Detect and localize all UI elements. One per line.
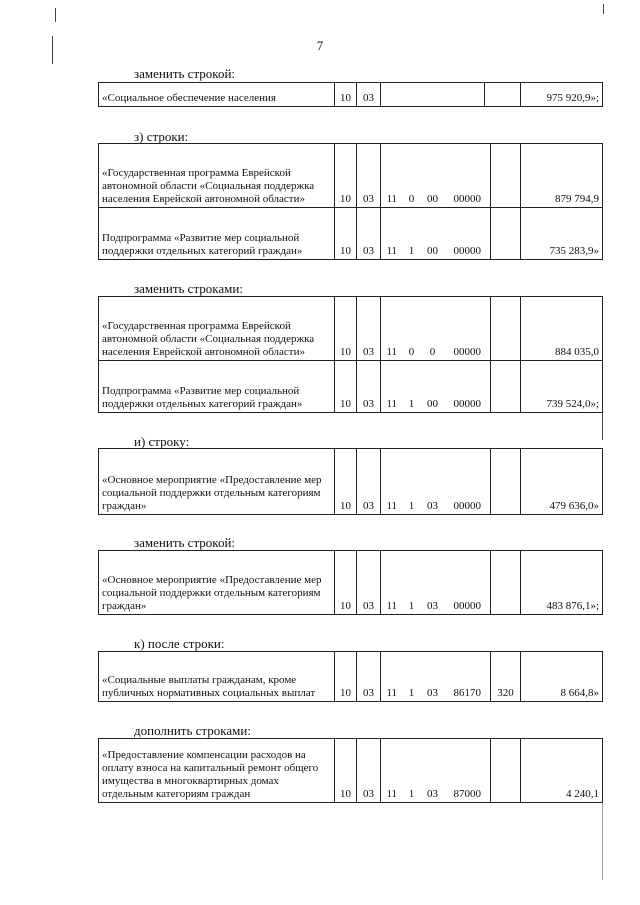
- row-g: 11: [381, 361, 403, 413]
- row-g: 11: [381, 551, 403, 615]
- row-name: «Государственная программа Еврейской автономной области «Социальная поддержка населения Еврейской автономной области»: [99, 144, 335, 208]
- amend-table: [98, 143, 603, 260]
- row-p: 1: [403, 551, 421, 615]
- row-p: 0: [403, 297, 421, 361]
- row-vr: [491, 361, 521, 413]
- table-row: [99, 652, 603, 702]
- row-vr: [491, 739, 521, 803]
- row-rz: 10: [335, 83, 357, 107]
- row-name: «Социальные выплаты гражданам, кроме публичных нормативных социальных выплат: [99, 652, 335, 702]
- row-o: 0: [421, 297, 445, 361]
- row-name: «Социальное обеспечение населения: [99, 83, 335, 107]
- section-heading: з) строки:: [134, 129, 189, 144]
- row-pr: 03: [357, 144, 381, 208]
- row-vr: [491, 297, 521, 361]
- scan-mark-left: [55, 8, 56, 22]
- row-n: 87000: [445, 739, 491, 803]
- row-n: 86170: [445, 652, 491, 702]
- table-row: [99, 83, 603, 107]
- row-g: 11: [381, 652, 403, 702]
- row-n: 00000: [445, 144, 491, 208]
- row-p: 1: [403, 361, 421, 413]
- section-heading: и) строку:: [134, 434, 190, 449]
- scan-mark-right: [602, 800, 603, 880]
- row-pr: 03: [357, 208, 381, 260]
- scan-mark-right: [603, 4, 604, 14]
- row-o: 03: [421, 449, 445, 515]
- row-name: «Основное мероприятие «Предоставление мер социальной поддержки отдельным категориям граждан»: [99, 449, 335, 515]
- amend-table: [98, 82, 603, 107]
- row-g: 11: [381, 739, 403, 803]
- row-n: 00000: [445, 208, 491, 260]
- row-n: 00000: [445, 297, 491, 361]
- row-g: 11: [381, 208, 403, 260]
- row-amount: 4 240,1: [521, 739, 603, 803]
- section-heading: дополнить строками:: [134, 723, 251, 738]
- row-amount: 479 636,0»: [521, 449, 603, 515]
- row-amount: 884 035,0: [521, 297, 603, 361]
- amend-table: [98, 738, 603, 803]
- row-vr: [491, 144, 521, 208]
- row-vr: [491, 208, 521, 260]
- amend-table: [98, 296, 603, 413]
- row-o: 00: [421, 144, 445, 208]
- row-amount: 975 920,9»;: [521, 83, 603, 107]
- row-rz: 10: [335, 652, 357, 702]
- row-rz: 10: [335, 739, 357, 803]
- scan-mark-left: [52, 36, 53, 64]
- row-p: 1: [403, 739, 421, 803]
- table-row: [99, 739, 603, 803]
- row-pr: 03: [357, 652, 381, 702]
- row-g: 11: [381, 449, 403, 515]
- row-o: 00: [421, 208, 445, 260]
- row-rz: 10: [335, 144, 357, 208]
- table-row: [99, 361, 603, 413]
- scan-mark-right: [602, 410, 603, 440]
- row-name: «Основное мероприятие «Предоставление мер социальной поддержки отдельным категориям граждан»: [99, 551, 335, 615]
- page-number: 7: [316, 38, 324, 53]
- row-target: [381, 83, 485, 107]
- table-row: [99, 208, 603, 260]
- row-rz: 10: [335, 361, 357, 413]
- row-amount: 8 664,8»: [521, 652, 603, 702]
- row-amount: 483 876,1»;: [521, 551, 603, 615]
- section-heading: заменить строками:: [134, 281, 243, 296]
- row-rz: 10: [335, 551, 357, 615]
- section-heading: заменить строкой:: [134, 66, 236, 81]
- row-name: Подпрограмма «Развитие мер социальной поддержки отдельных категорий граждан»: [99, 208, 335, 260]
- row-pr: 03: [357, 551, 381, 615]
- row-name: Подпрограмма «Развитие мер социальной поддержки отдельных категорий граждан»: [99, 361, 335, 413]
- row-n: 00000: [445, 361, 491, 413]
- row-n: 00000: [445, 551, 491, 615]
- row-pr: 03: [357, 297, 381, 361]
- amend-table: [98, 550, 603, 615]
- row-vr: [491, 449, 521, 515]
- row-p: 1: [403, 449, 421, 515]
- row-amount: 739 524,0»;: [521, 361, 603, 413]
- row-amount: 735 283,9»: [521, 208, 603, 260]
- row-g: 11: [381, 297, 403, 361]
- row-o: 00: [421, 361, 445, 413]
- section-heading: заменить строкой:: [134, 535, 236, 550]
- row-rz: 10: [335, 297, 357, 361]
- table-row: [99, 551, 603, 615]
- row-o: 03: [421, 652, 445, 702]
- row-pr: 03: [357, 739, 381, 803]
- row-name: «Государственная программа Еврейской автономной области «Социальная поддержка населения Еврейской автономной области»: [99, 297, 335, 361]
- row-o: 03: [421, 739, 445, 803]
- table-row: [99, 449, 603, 515]
- amend-table: [98, 448, 603, 515]
- row-vr: [491, 551, 521, 615]
- amend-table: [98, 651, 603, 702]
- row-name: «Предоставление компенсации расходов на оплату взноса на капитальный ремонт общего имущества в многоквартирных домах отдельным категориям граждан: [99, 739, 335, 803]
- row-pr: 03: [357, 361, 381, 413]
- row-vr: 320: [491, 652, 521, 702]
- row-amount: 879 794,9: [521, 144, 603, 208]
- row-g: 11: [381, 144, 403, 208]
- row-rz: 10: [335, 449, 357, 515]
- row-p: 1: [403, 208, 421, 260]
- table-row: [99, 144, 603, 208]
- section-heading: к) после строки:: [134, 636, 225, 651]
- table-row: [99, 297, 603, 361]
- row-n: 00000: [445, 449, 491, 515]
- row-o: 03: [421, 551, 445, 615]
- row-vr: [485, 83, 521, 107]
- row-p: 1: [403, 652, 421, 702]
- row-pr: 03: [357, 449, 381, 515]
- row-pr: 03: [357, 83, 381, 107]
- row-rz: 10: [335, 208, 357, 260]
- row-p: 0: [403, 144, 421, 208]
